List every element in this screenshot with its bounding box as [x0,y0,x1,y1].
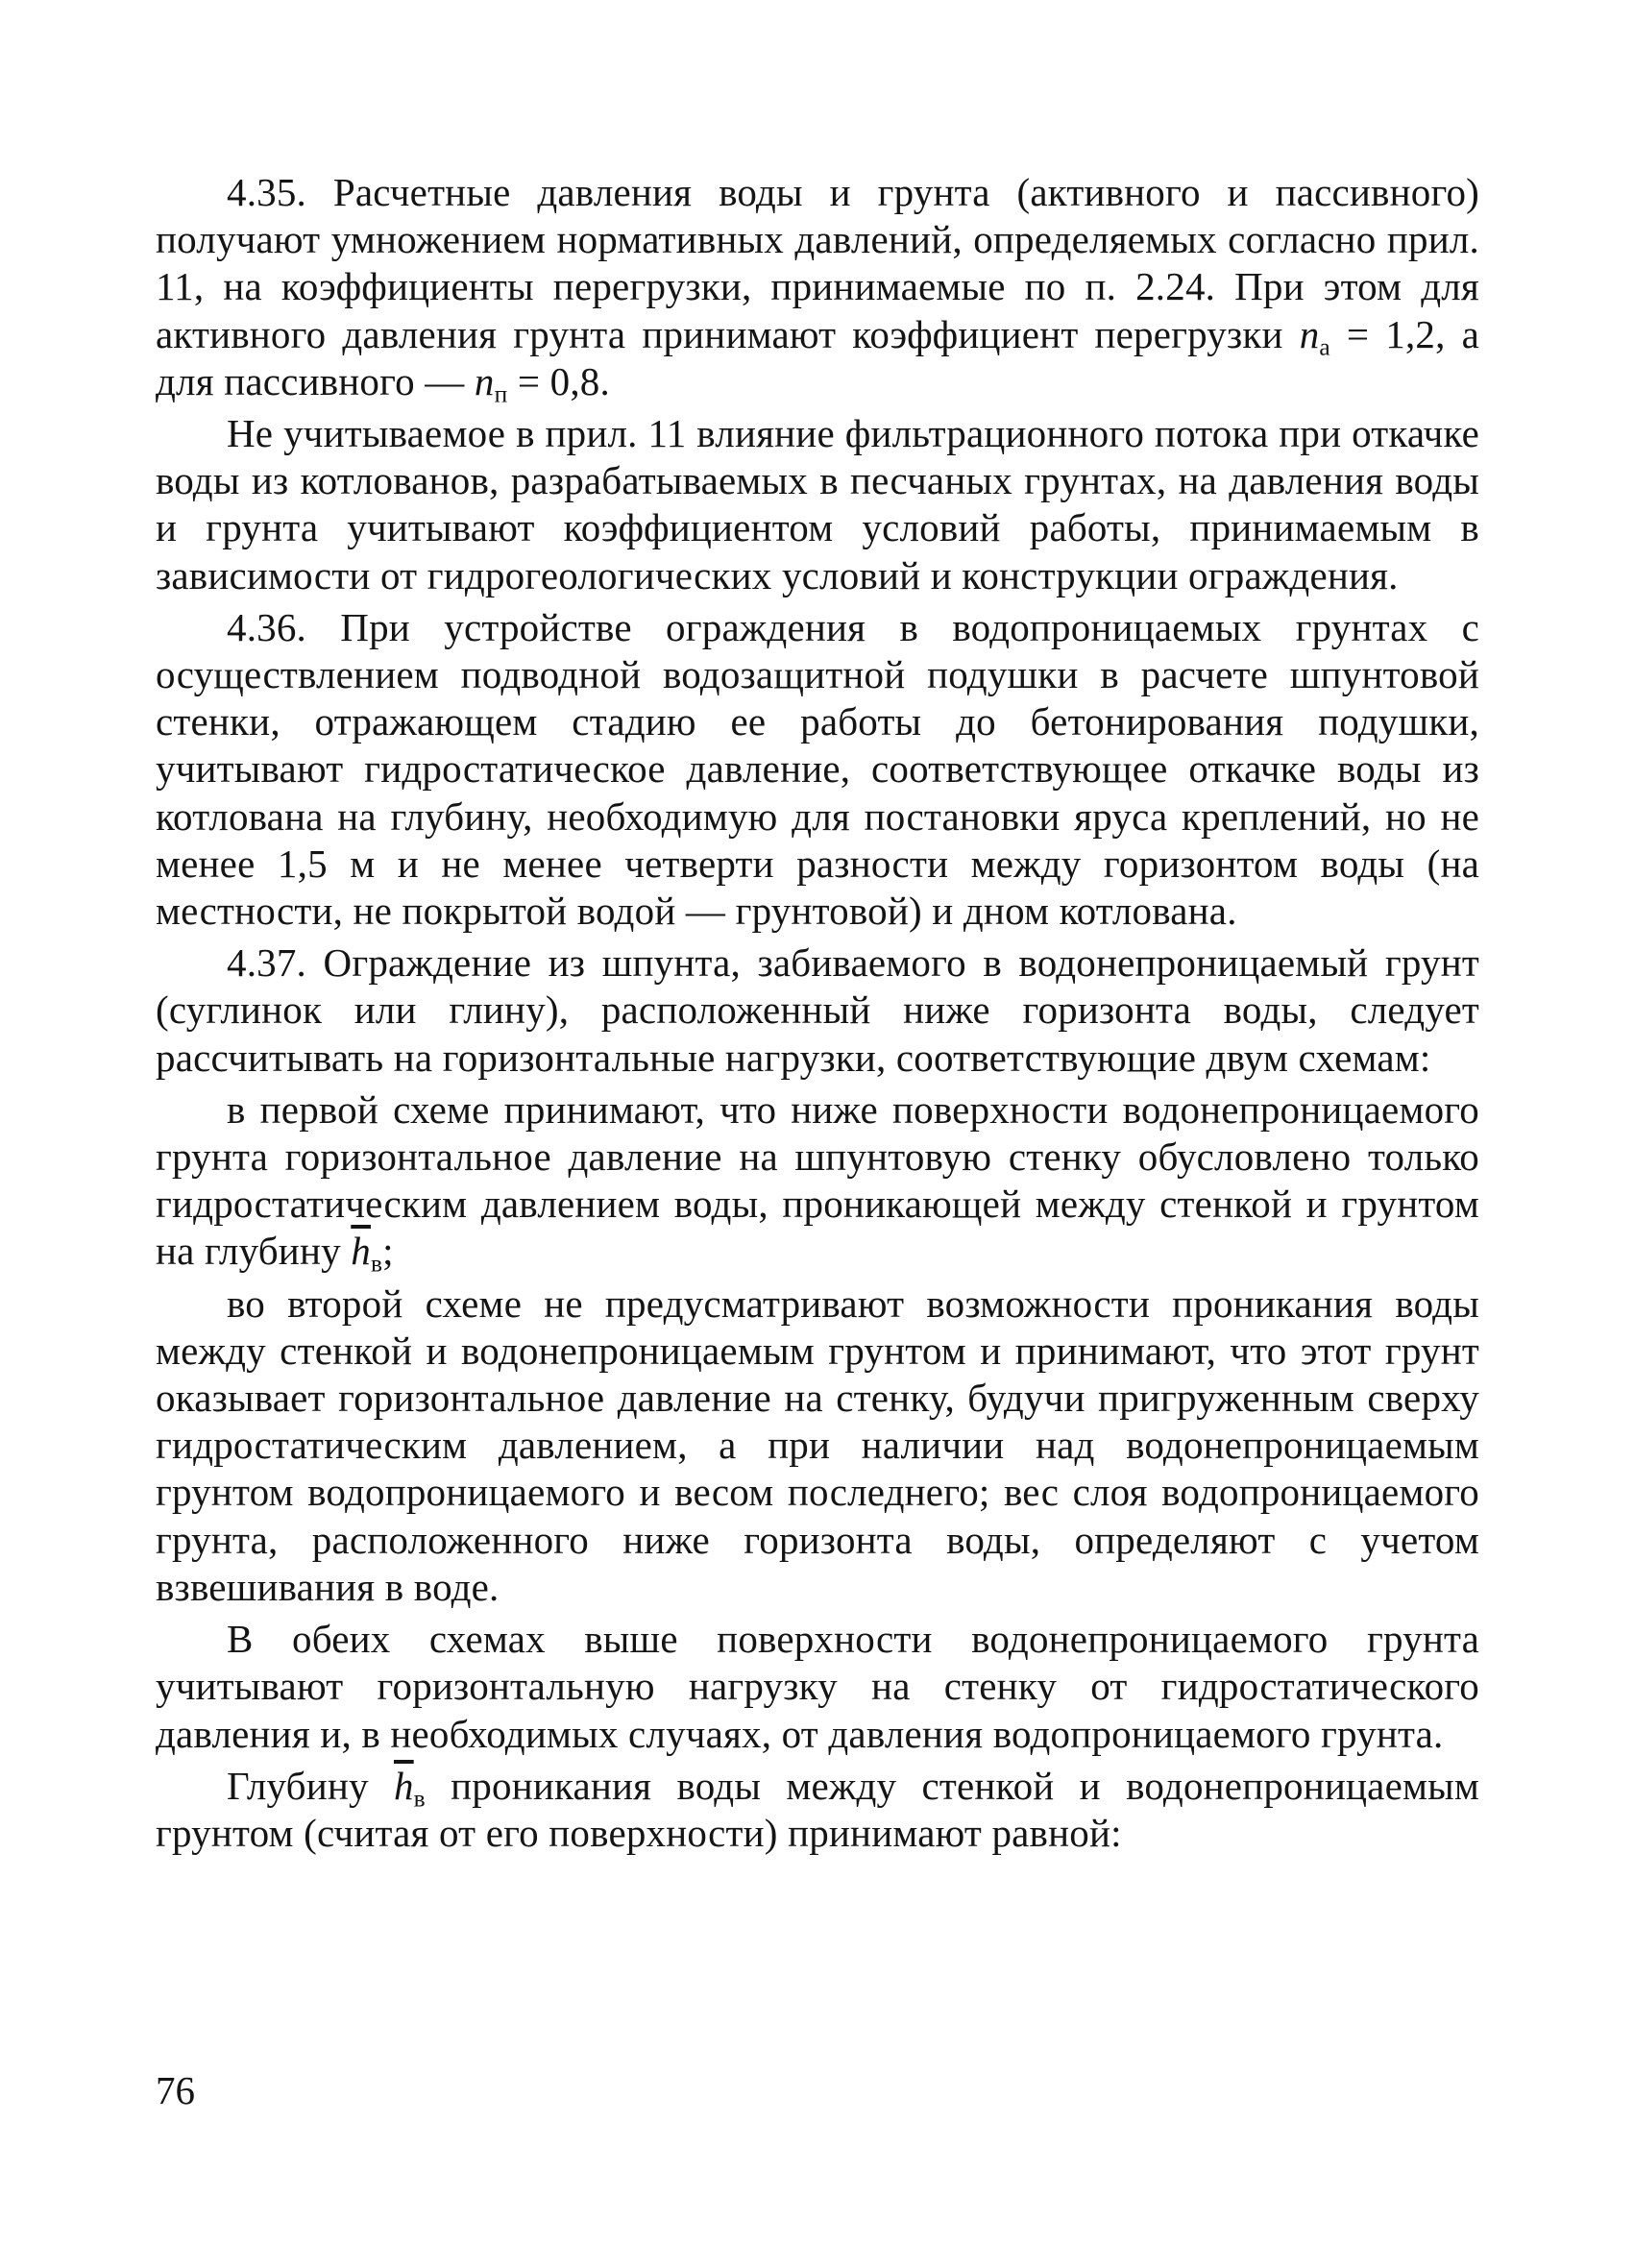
text-run: проникания воды между стенкой и водонепроницаемым грунтом (считая от его поверхности) принимают равной: [156,1763,1479,1855]
text-run: 4.35. Расчетные давления воды и грунта (активного и пассивного) получают умножением нормативных давлений, определяемых согласно прил. 11, на коэффициенты перегрузки, принимаемые по п. 2.24. При этом для активного давления грунта принимают коэффициент перегрузки [156,170,1479,356]
paragraph-second-scheme [156,1280,1479,1611]
subscript: а [1319,333,1330,361]
paragraph-filtration [156,410,1479,599]
paragraph-first-scheme [156,1086,1479,1279]
subscript: п [494,380,508,408]
text-run: 4.37. Ограждение из шпунта, забиваемого в водонепроницаемый грунт (суглинок или глину), расположенный ниже горизонта воды, следует рассчитывать на горизонтальные нагрузки, соответствующие двум схемам: [156,940,1479,1080]
paragraph-4-36 [156,604,1479,935]
text-run: Глубину [227,1763,394,1808]
text-run: 4.36. При устройстве ограждения в водопроницаемых грунтах с осуществлением подводной водозащитной подушки в расчете шпунтовой стенки, отражающем стадию ее работы до бетонирования подушки, учитывают гидростатическое давление, соответствующее откачке воды из котлована на глубину, необходимую для постановки яруса креплений, но не менее 1,5 м и не менее четверти разности между горизонтом воды (на местности, не покрытой водой — грунтовой) и дном котлована. [156,604,1479,934]
page-number: 76 [156,2068,195,2112]
paragraph-penetration-depth [156,1763,1479,1857]
math-symbol-overline: $\overline{h}$ [351,1229,371,1274]
text-run: = 1,2, а для пассивного — [156,311,1480,403]
text-run: В обеих схемах выше поверхности водонепроницаемого грунта учитывают горизонтальную нагрузку на стенку от гидростатического давления и, в необходимых случаях, от давления водопроницаемого грунта. [156,1617,1479,1756]
math-symbol: n [1299,311,1320,356]
text-run: = 0,8. [507,358,610,403]
paragraph-4-37 [156,939,1479,1082]
text-run: ; [382,1229,394,1274]
math-symbol-overline: $\overline{h}$ [393,1763,414,1808]
subscript: в [413,1785,426,1813]
subscript: в [370,1251,383,1279]
paragraph-both-schemes [156,1616,1479,1758]
math-symbol: n [474,358,495,403]
text-run: Не учитываемое в прил. 11 влияние фильтрационного потока при откачке воды из котлованов, разрабатываемых в песчаных грунтах, на давления воды и грунта учитывают коэффициентом условий работы, принимаемым в зависимости от гидрогеологических условий и конструкции ограждения. [156,411,1479,597]
paragraph-4-35 [156,169,1480,408]
text-run: во второй схеме не предусматривают возможности проникания воды между стенкой и водонепроницаемым грунтом и принимают, что этот грунт оказывает горизонтальное давление на стенку, будучи пригруженным сверху гидростатическим давлением, а при наличии над водонепроницаемым грунтом водопроницаемого и весом последнего; вес слоя водопроницаемого грунта, расположенного ниже горизонта воды, определяют с учетом взвешивания в воде. [156,1280,1479,1609]
body-text [156,169,1479,1857]
text-run: в первой схеме принимают, что ниже поверхности водонепроницаемого грунта горизонтальное давление на шпунтовую стенку обусловлено только гидростатическим давлением воды, проникающей между стенкой и грунтом на глубину [156,1086,1479,1274]
